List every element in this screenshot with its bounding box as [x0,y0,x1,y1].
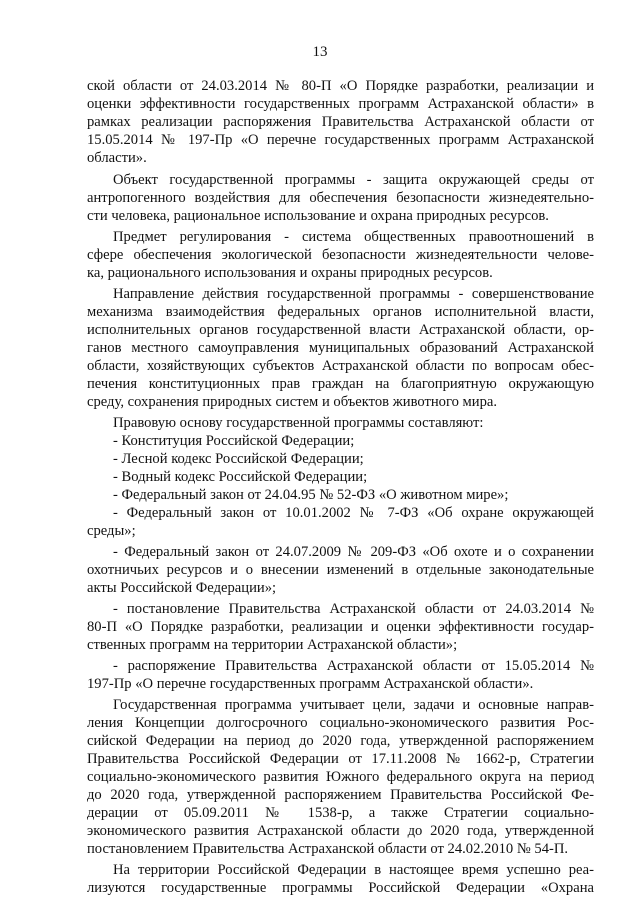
text-line: антропогенного воздействия для обеспечения безопасности жизнедеятельно- [87,190,594,206]
text-line: Правительства Российской Федерации от 17.11.2008 № 1662-р, Стратегии [87,751,594,767]
text-line: На территории Российской Федерации в настоящее время успешно реа- [113,862,594,878]
text-line: - Лесной кодекс Российской Федерации; [113,451,364,467]
text-line: акты Российской Федерации»; [87,580,277,596]
text-line: социально-экономического развития Южного федерального округа на период [87,769,594,785]
text-line: Направление действия государственной программы - совершенствование [113,286,594,302]
text-line: ления Концепции долгосрочного социально-экономического развития Рос- [87,715,594,731]
text-line: лизуются государственные программы Российской Федерации «Охрана [87,880,594,896]
text-line: - Конституция Российской Федерации; [113,433,355,449]
text-line: среду, сохранения природных систем и объектов животного мира. [87,394,498,410]
text-line: ственных программ на территории Астраханской области»; [87,637,458,653]
text-line: исполнительных органов государственной власти Астраханской области, ор- [87,322,594,338]
text-line: постановлением Правительства Астраханской области от 24.02.2010 № 54-П. [87,841,569,857]
text-line: - Федеральный закон от 24.04.95 № 52-ФЗ «О животном мире»; [113,487,509,503]
text-line: 80-П «О Порядке разработки, реализации и оценки эффективности государ- [87,619,594,635]
page-number: 13 [312,44,328,60]
text-line: Правовую основу государственной программы составляют: [113,415,484,431]
text-line: - постановление Правительства Астраханской области от 24.03.2014 № [113,601,594,617]
text-line: печения конституционных прав граждан на благоприятную окружающую [87,376,594,392]
text-line: 197-Пр «О перечне государственных программ Астраханской области». [87,676,534,692]
text-line: среды»; [87,523,136,539]
text-line: сфере обеспечения экологической безопасности жизнедеятельности челове- [87,247,594,263]
text-line: Государственная программа учитывает цели, задачи и основные направ- [113,697,594,713]
text-line: оценки эффективности государственных программ Астраханской области» в [87,96,594,112]
text-line: Объект государственной программы - защита окружающей среды от [113,172,594,188]
text-line: рамках реализации распоряжения Правительства Астраханской области от [87,114,594,130]
text-line: - распоряжение Правительства Астраханской области от 15.05.2014 № [113,658,594,674]
text-line: охотничьих ресурсов и о внесении изменений в отдельные законодательные [87,562,594,578]
text-line: сти человека, рациональное использование и охрана природных ресурсов. [87,208,549,224]
text-line: механизма взаимодействия федеральных органов исполнительной власти, [87,304,594,320]
text-line: - Водный кодекс Российской Федерации; [113,469,368,485]
text-line: ской области от 24.03.2014 № 80-П «О Порядке разработки, реализации и [87,78,594,94]
text-line: - Федеральный закон от 24.07.2009 № 209-ФЗ «Об охоте и о сохранении [113,544,594,560]
text-line: ка, рационального использования и охраны природных ресурсов. [87,265,493,281]
text-line: до 2020 года, утвержденной распоряжением Правительства Российской Фе- [87,787,594,803]
text-line: ганов местного самоуправления муниципальных образований Астраханской [87,340,594,356]
text-line: дерации от 05.09.2011 № 1538-р, а также Стратегии социально- [87,805,594,821]
text-line: - Федеральный закон от 10.01.2002 № 7-ФЗ «Об охране окружающей [113,505,594,521]
text-line: Предмет регулирования - система общественных правоотношений в [113,229,594,245]
text-line: области, хозяйствующих субъектов Астраханской области по вопросам обес- [87,358,594,374]
text-line: экономического развития Астраханской области до 2020 года, утвержденной [87,823,594,839]
text-line: области». [87,150,147,166]
text-line: сийской Федерации на период до 2020 года, утвержденной распоряжением [87,733,594,749]
text-line: 15.05.2014 № 197-Пр «О перечне государственных программ Астраханской [87,132,594,148]
